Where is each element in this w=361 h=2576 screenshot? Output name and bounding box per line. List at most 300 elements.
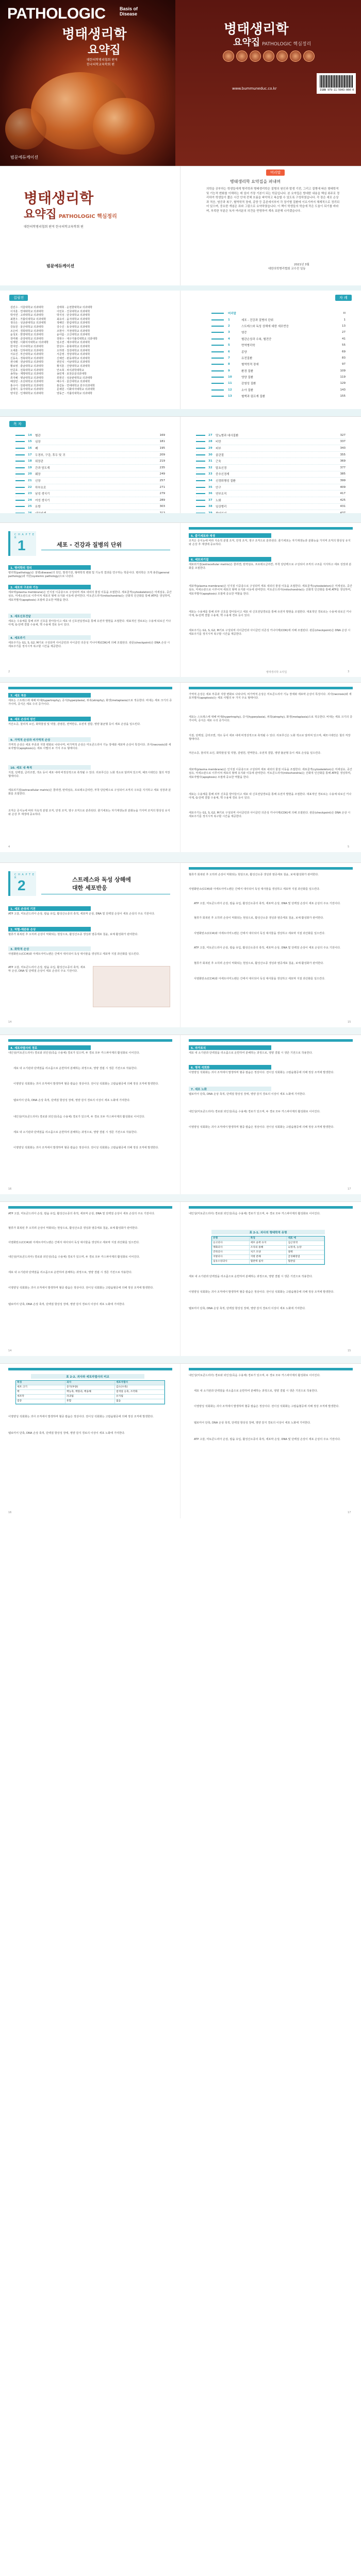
page-number: 15 [348,1349,351,1352]
toc-entry[interactable] [211,316,346,323]
preface-signature: 대한의학병리협회 교수진 일동 [268,267,306,270]
spread-divider [0,513,361,522]
preface-body: 의학을 공부하는 학생들에게 병리학과 병태생리학은 질병의 원인과 발생 기전, 그리고 질병에 따른 형태학적 및 기능적 변화를 이해하는 데 있어 가장 기본이 되는 학문입니다. 본 요약집은 방대한 내용을 핵심 위주로 정리하여 학생들이 짧은 시간 안에 전체 흐름을 파악하고 복습할 수 있도록 구성하였습니다. 각 장은 세포 손상과 적응, 염증과 복구, 혈역학적 장애, 종양 등 총론에서부터 각 장기별 질환에 이르기까지 체계적으로 정리되어 있으며, 중요한 개념은 표와 그림으로 요약하였습니다. 이 책이 학생들의 학습에 작은 도움이 되기를 바라며, 부족한 부분은 독자 여러분의 의견을 반영하여 계속 보완해 나가겠습니다. [206,188,340,213]
table-cell: 조직의 용해 [250,1246,287,1250]
toc-entry[interactable] [15,432,165,439]
section-heading: 3. 화학적 손상 [8,946,91,951]
toc-entry-number: 31 [208,460,212,463]
paragraph: 세포 내 소기관과 단백질을 리소좀으로 운반하여 분해하는 과정으로, 영양 결핍 시 생존 기전으로 작용한다. [13,1131,138,1134]
toc-entry-page: 27 [342,331,346,334]
section-heading: 6. 세포외기질 [189,557,271,562]
toc-entry-number: 머리말 [228,312,236,316]
paragraph: 가역적 손상은 세포 부종과 지방 변화로 나타나며, 비가역적 손상은 미토콘드리아 기능 장애와 세포막 손상이 특징이다. 괴사(necrosis)와 세포자멸사(apoptosis)는 세포 사멸의 두 가지 주요 형태이다. [8,743,171,751]
paragraph: 내인성(미토콘드리아) 경로와 외인성(죽음 수용체) 경로가 있으며, 두 경로 모두 카스파아제의 활성화로 이어진다. [8,1052,140,1055]
chapter-title: 세포 - 건강과 질병의 단위 [57,541,122,548]
toc-entry-number: 16 [28,446,32,450]
page-number: 16 [8,1188,12,1191]
table-cell: 섬유소양괴사 [212,1260,250,1264]
toc-entry-page: 1 [343,318,346,321]
table-cell: 파괴됨 [65,1395,115,1399]
paragraph: 텔로미어 단축, DNA 손상 축적, 단백질 항상성 장애, 영양 감지 경로의 이상이 세포 노화에 기여한다. [13,1099,130,1102]
author-entry: 조은비 · 경희대학교 의과대학 [10,329,44,333]
toc-entry[interactable] [211,361,346,367]
chapter-2-table-spread [0,1201,361,1356]
table-cell: 결핵 [287,1250,324,1255]
toc-entry-number: 2 [228,324,230,328]
toc-entry[interactable] [211,380,346,386]
section-heading: 9. 가역적 손상과 비가역적 손상 [8,737,91,742]
table-cell: 혈관벽 침착 [250,1260,287,1264]
table-cell: 핵농축, 핵붕괴, 핵융해 [65,1390,115,1394]
table-cell: 뇌경색, 농양 [287,1246,324,1250]
table-cell: 유지됨 [115,1395,165,1399]
paragraph: ATP 고갈, 미토콘드리아 손상, 칼슘 유입, 활성산소종의 축적, 세포막 손상, DNA 및 단백질 손상이 세포 손상의 주요 기전이다. [194,946,341,950]
paragraph: 이영양성 석회화는 괴사 조직에서 발생하며 혈중 칼슘은 정상이다. 전이성 석회화는 고칼슘혈증에 의해 정상 조직에 발생한다. [189,1126,334,1129]
section-heading: 3. 세포신호전달 [8,614,91,618]
paragraph: 저산소증, 물리적 요인, 화학물질 및 약물, 감염원, 면역반응, 유전적 결함, 영양 불균형 등이 세포 손상을 일으킨다. [189,752,321,755]
toc-entry-title: 두경부, 구강, 후두 및 귀 [35,453,65,457]
author-entry: 김민수 · 서울대학교 의과대학 [10,306,44,309]
paragraph: 이영양성 석회화는 괴사 조직에서 발생하며 혈중 칼슘은 정상이다. 전이성 석회화는 고칼슘혈증에 의해 정상 조직에 발생한다. [13,1146,159,1149]
toc-entry[interactable] [15,458,165,465]
title-page-publisher: 범문에듀케이션 [46,264,75,268]
toc-entry-title: 말초신경 [216,466,227,470]
title-preface-spread [0,166,361,285]
back-cover-title-2: 요약집 PATHOLOGIC 핵심정리 [233,37,311,48]
toc-entry-title: 세포 - 건강과 질병의 단위 [241,318,274,322]
page-number: 5 [348,845,350,849]
toc-entry-title: 신장 [35,479,41,483]
author-entry: 이지훈 · 연세대학교 의과대학 [10,310,44,313]
toc-entry[interactable] [15,504,165,511]
toc-entry[interactable] [196,478,346,484]
toc-entry-title: 감염성 질환 [241,382,256,386]
paragraph: 사염화탄소(CCl4)와 아세트아미노펜은 간에서 대사되어 독성 대사물을 생성하고 세포막 지질 과산화를 일으킨다. [8,953,140,956]
author-entry: 장현수 · 대구가톨릭대학교 의과대학 [56,337,97,341]
toc-entry[interactable] [211,355,346,361]
author-entry: 박지성 · 단국대학교 의과대학 [56,314,90,317]
author-entry: 안준호 · 전북대학교 의과대학 [10,368,44,372]
paragraph: 세포 내 소기관과 단백질을 리소좀으로 운반하여 분해하는 과정으로, 영양 결핍 시 생존 기전으로 작용한다. [189,1052,313,1055]
toc-entry[interactable] [211,348,346,354]
toc-entry-title: 췌장 [35,473,41,477]
toc-entry-number: 9 [228,369,230,372]
table-cell: 세포 윤곽 유지 [250,1241,287,1245]
brand-subtitle: Basis of Disease [120,6,138,16]
preface-date: 2021년 3월 [294,263,309,266]
toc-entry-number: 14 [28,433,32,437]
chapter-title-2: 대한 세포반응 [72,885,107,891]
toc-entry-page: 249 [159,472,165,476]
toc-entry-title: 간과 담도계 [35,466,50,470]
title-page-authors: 대한의학병리협회 편역 한국의학교육학회 편 [24,225,84,229]
toc-entry[interactable] [211,329,346,335]
author-entry: 양동근 · 가톨릭대학교 의과대학 [56,392,93,396]
cover-authors: 대한의학병리협회 편역 한국의학교육학회 편 [87,58,118,66]
paragraph: 세포막(plasma membrane)은 인지질 이중층으로 구성되며 세포 내외의 물질 이동을 조절한다. 세포골격(cytoskeleton)은 미세섬유, 중간섬유, 미세소관으로 이루어져 세포의 형태 유지와 이동에 관여한다. 미토콘드리아(mitochondria)는 산화적 인산화를 통해 ATP를 생성하며, 세포자멸사(apoptosis) 조절에 중요한 역할을 한다. [189,768,352,779]
toc-entry[interactable] [196,497,346,504]
toc-entry-title: 임상병리 [216,505,227,509]
table-cell: 세포 크기 [16,1385,65,1389]
necrosis-apoptosis-table [15,1380,165,1404]
toc-entry[interactable] [196,452,346,459]
paragraph: 혈류가 회복된 후 오히려 손상이 악화되는 현상으로, 활성산소종 생성과 염증세포 침윤, 보체 활성화가 관여한다. [194,962,324,965]
page-number: 3 [348,670,350,673]
table-header-cell: 대표 예 [287,1236,324,1241]
toc-entry-page: 55 [342,344,346,347]
paragraph: ATP 고갈, 미토콘드리아 손상, 칼슘 유입, 활성산소종의 축적, 세포막 손상, DNA 및 단백질 손상이 세포 손상의 주요 기전이다. [194,902,341,905]
table-row [212,1250,324,1255]
toc-entry[interactable] [211,368,346,374]
paragraph: 세포는 수용체를 통해 외부 신호를 받아들이고 세포 내 신호전달경로를 통해 유전자 발현을 조절한다. 대표적인 경로로는 수용체 티로신 키나아제, G-단백 결합 수용체, 핵 수용체 경로 등이 있다. [189,611,352,618]
toc-entry[interactable] [196,465,346,471]
author-entry: 정다은 · 성균관대학교 의과대학 [10,321,46,325]
toc-entry-page: 425 [340,498,346,502]
paragraph: 세포주기는 G1, S, G2, M기로 구성되며 사이클린과 사이클린 의존성 키나아제(CDK)에 의해 조절된다. 관문(checkpoint)은 DNA 손상 시 세포주기를 정지시켜 복구할 시간을 제공한다. [8,641,170,649]
page-number: 14 [8,1349,12,1352]
toc-entry[interactable] [211,310,346,316]
cover-title-2: 요약집 [88,44,121,57]
paragraph: 세포는 수용체를 통해 외부 신호를 받아들이고 세포 내 신호전달경로를 통해 유전자 발현을 조절한다. 대표적인 경로로는 수용체 티로신 키나아제, G-단백 결합 수용체, 핵 수용체 경로 등이 있다. [8,620,171,627]
paragraph: 세포 내 소기관과 단백질을 리소좀으로 운반하여 분해하는 과정으로, 영양 결핍 시 생존 기전으로 작용한다. [8,1271,133,1274]
title-page-title: 병태생리학 [24,190,94,207]
section-heading: 2. 허혈-재관류 손상 [8,927,91,931]
page-number: 17 [348,1511,351,1514]
toc-entry-page: 97 [342,363,346,366]
author-entry: 박서연 · 고려대학교 의과대학 [10,314,44,317]
toc-entry-number: 20 [28,472,32,476]
table-header-row [212,1236,324,1241]
paragraph: 세포는 수용체를 통해 외부 신호를 받아들이고 세포 내 신호전달경로를 통해 유전자 발현을 조절한다. 대표적인 경로로는 수용체 티로신 키나아제, G-단백 결합 수용체, 핵 수용체 경로 등이 있다. [189,793,352,800]
toc-entry[interactable] [211,374,346,380]
toc-entry-number: 28 [208,440,212,444]
toc-entry-page: 169 [159,433,165,437]
author-entry: 신동욱 · 경북대학교 의과대학 [10,357,44,360]
author-entry: 서준영 · 경상대학교 의과대학 [56,353,90,357]
toc-entry-number: 10 [228,376,232,379]
toc-entry-page: 119 [340,376,346,379]
paragraph: 사염화탄소(CCl4)와 아세트아미노펜은 간에서 대사되어 독성 대사물을 생성하고 세포막 지질 과산화를 일으킨다. [189,888,320,891]
toc-entry[interactable] [15,465,165,471]
table-row [16,1399,165,1404]
preface-page [180,166,361,286]
toc-entry-page: 155 [340,395,346,398]
section-heading: 8. 세포 손상의 원인 [8,717,91,721]
table-cell: 응고괴사 [212,1241,250,1245]
toc-entry-page: 195 [159,446,165,450]
toc-entry[interactable] [15,445,165,452]
paragraph: ATP 고갈, 미토콘드리아 손상, 칼슘 유입, 활성산소종의 축적, 세포막 손상, DNA 및 단백질 손상이 세포 손상의 주요 기전이다. [8,912,155,916]
toc-entry-number: 21 [28,479,32,482]
toc-entry-title: 위장관 [35,460,43,464]
toc-entry-page: 13 [342,324,346,328]
toc-continued-right [180,417,361,514]
toc-entry[interactable] [196,445,346,452]
table-header-cell: 특징 [250,1236,287,1241]
paragraph: 내인성(미토콘드리아) 경로와 외인성(죽음 수용체) 경로가 있으며, 두 경로 모두 카스파아제의 활성화로 이어진다. [189,1110,321,1113]
toc-entry[interactable] [196,490,346,497]
toc-entry[interactable] [15,484,165,491]
toc-entry[interactable] [211,393,346,399]
toc2-tag: 목 차 [9,421,26,427]
table-cell: 세포막 [16,1395,65,1399]
toc-entry[interactable] [196,432,346,439]
running-head: 병태생리학 요약집 [266,671,287,674]
toc-entry-number: 12 [228,388,232,392]
page-number: 2 [8,670,10,673]
paragraph: 병리학(pathology)은 질병(disease)의 원인, 발생기전, 형태학적 변화 및 기능적 결과를 연구하는 학문이다. 병리학은 크게 총론(general pathology)과 각론(systemic pathology)으로 나뉜다. [8,571,170,579]
toc-entry[interactable] [15,497,165,504]
author-entry: 임재현 · 이화여자대학교 의과대학 [10,341,48,345]
table-cell: 건락괴사 [212,1250,250,1255]
author-entry: 최현우 · 가톨릭대학교 의과대학 [10,317,46,321]
paragraph: 이영양성 석회화는 괴사 조직에서 발생하며 혈중 칼슘은 정상이다. 전이성 석회화는 고칼슘혈증에 의해 정상 조직에 발생한다. [189,1071,334,1074]
toc-entry[interactable] [15,471,165,478]
figure-placeholder [93,966,170,1007]
toc-entry-title: 당뇨병과 대사질환 [216,434,239,437]
barcode: ISBN 979-11-5943-000-0 [317,73,356,94]
table-cell: 액화괴사 [212,1246,250,1250]
toc-entry-page: 69 [342,350,346,353]
table-row [212,1241,324,1246]
section-heading: 4. 세포주기 [8,635,91,640]
toc-entry-page: 235 [159,466,165,469]
authors-page [0,291,180,409]
toc-entry[interactable] [196,504,346,511]
toc-entry-title: 신경퇴행성 질환 [216,479,236,483]
table-header-cell: 괴사 [65,1381,115,1385]
section-heading: 5. 줄기세포와 재생 [189,533,271,538]
paragraph: 내인성(미토콘드리아) 경로와 외인성(죽음 수용체) 경로가 있으며, 두 경로 모두 카스파아제의 활성화로 이어진다. [13,1115,145,1118]
paragraph: 세포주기는 G1, S, G2, M기로 구성되며 사이클린과 사이클린 의존성 키나아제(CDK)에 의해 조절된다. 관문(checkpoint)은 DNA 손상 시 세포주기를 정지시켜 복구할 시간을 제공한다. [189,629,351,636]
toc-entry[interactable] [196,484,346,491]
section-heading: 2. 세포의 구조와 기능 [8,585,91,589]
page-number: 14 [8,1021,12,1024]
table-cell: 증가(부종) [65,1385,115,1389]
toc-entry-number: 5 [228,344,230,347]
section-heading: 10. 세포 내 축적 [8,765,91,770]
toc-entry[interactable] [15,452,165,459]
section-heading: 7. 세포 적응 [8,693,91,698]
spread-divider [0,285,361,291]
toc-entry-page: 355 [340,453,346,456]
toc-entry-title: 스트레스와 독성 상해에 대한 세포반응 [241,325,289,328]
section-heading: 7. 세포 노화 [189,1087,271,1091]
toc-entry-number: 7 [228,356,230,360]
chapter-number: 2 [18,877,26,893]
paragraph: 세포 내 소기관과 단백질을 리소좀으로 운반하여 분해하는 과정으로, 영양 결핍 시 생존 기전으로 작용한다. [13,1067,138,1070]
paragraph: 세포는 스트레스에 대해 비대(hypertrophy), 증식(hyperplasia), 위축(atrophy), 화생(metaplasia)으로 적응한다. 비대는 세포 크기의 증가이며, 증식은 세포 수의 증가이다. [8,699,172,706]
paragraph: ATP 고갈, 미토콘드리아 손상, 칼슘 유입, 활성산소종의 축적, 세포막 손상, DNA 및 단백질 손상이 세포 손상의 주요 기전이다. [194,1438,341,1441]
toc-entry-title: 혈관 [35,434,41,437]
toc-continued-left [0,417,180,514]
paragraph: 세포막(plasma membrane)은 인지질 이중층으로 구성되며 세포 내외의 물질 이동을 조절한다. 세포골격(cytoskeleton)은 미세섬유, 중간섬유, 미세소관으로 이루어져 세포의 형태 유지와 이동에 관여한다. 미토콘드리아(mitochondria)는 산화적 인산화를 통해 ATP를 생성하며, 세포자멸사(apoptosis) 조절에 중요한 역할을 한다. [189,585,352,596]
cover-publisher: 범문에듀케이션 [10,155,39,160]
toc-entry-page: 209 [159,453,165,456]
section-heading: 5. 자가포식 [189,1045,271,1050]
paragraph: 조직은 증식능에 따라 지속적 분열 조직, 안정 조직, 영구 조직으로 분류된다. 줄기세포는 자기재생능과 분화능을 가지며 조직의 항상성 유지와 손상 후 재생에 중요하다. [8,809,170,817]
publisher-url: www.bummuneduc.co.kr [232,87,277,91]
toc-entry-number: 11 [228,382,232,385]
table-row [16,1390,165,1395]
toc-entry-title: 면역병리학 [241,344,255,348]
toc-entry-title: 종양 [241,350,247,354]
toc-entry[interactable] [15,439,165,446]
paragraph: 사염화탄소(CCl4)와 아세트아미노펜은 간에서 대사되어 독성 대사물을 생성하고 세포막 지질 과산화를 일으킨다. [8,1241,140,1244]
chapter-title: 스트레스와 독성 상해에 [72,876,131,883]
toc-entry[interactable] [196,439,346,446]
table-row [212,1255,324,1260]
author-entry: 정해인 · 한림대학교 의과대학 [56,321,90,325]
preface-heading: 병태생리학 요약집을 펴내며 [230,179,281,184]
toc-entry[interactable] [211,323,346,329]
author-entry: 조현아 · 가천대학교 의과대학 [56,329,90,333]
author-entry: 황보영 · 충남대학교 의과대학 [10,364,44,368]
toc-list [211,310,346,399]
author-entry: 문채원 · 이화여자대학교 의과대학 [56,388,95,392]
back-cover-title: 병태생리학 [224,22,289,37]
authors-column-1 [10,306,48,396]
toc-entry-page: 181 [159,440,165,444]
toc-entry-title: 근육 [216,460,221,464]
toc-entry[interactable] [15,490,165,497]
toc-entry-number: 19 [28,466,32,469]
back-cover [175,0,361,166]
chapter-number-box: C H A P T E R 1 [8,531,36,556]
toc-entry-number: 1 [228,318,230,321]
author-entry: 류현진 · 성균관대학교 의과대학 [56,376,93,380]
paragraph: 텔로미어 단축, DNA 손상 축적, 단백질 항상성 장애, 영양 감지 경로의 이상이 세포 노화에 기여한다. [8,1432,125,1435]
toc-entry[interactable] [196,458,346,465]
paragraph: 세포주기는 G1, S, G2, M기로 구성되며 사이클린과 사이클린 의존성 키나아제(CDK)에 의해 조절된다. 관문(checkpoint)은 DNA 손상 시 세포주기를 정지시켜 복구할 시간을 제공한다. [189,811,351,819]
table-row [16,1385,165,1390]
toc-entry-title: 혈역학적 장애 [241,363,259,367]
author-entry: 강동원 · 울산대학교 의과대학 [10,325,44,329]
toc-entry-title: 안구 [216,486,221,489]
toc-entry-number: 32 [208,466,212,469]
author-entry: 권나래 · 전남대학교 의과대학 [10,361,44,364]
paragraph: 텔로미어 단축, DNA 손상 축적, 단백질 항상성 장애, 영양 감지 경로의 이상이 세포 노화에 기여한다. [194,1421,311,1425]
table-cell: 심근경색 [287,1241,324,1245]
author-entry: 서유진 · 부산대학교 의과대학 [10,353,44,357]
table-cell: 혈관염 [287,1260,324,1264]
paragraph: 내인성(미토콘드리아) 경로와 외인성(죽음 수용체) 경로가 있으며, 두 경로 모두 카스파아제의 활성화로 이어진다. [189,1212,321,1215]
necrosis-types-table [211,1236,325,1265]
toc-entry[interactable] [196,471,346,478]
paragraph: 세포외기질(extracellular matrix)은 콜라겐, 탄력섬유, 프로테오글리칸, 부착 당단백으로 구성되어 조직의 구조를 지지하고 세포 성장과 분화를 조절한다. [8,789,171,796]
paragraph: 가역적 손상은 세포 부종과 지방 변화로 나타나며, 비가역적 손상은 미토콘드리아 기능 장애와 세포막 손상이 특징이다. 괴사(necrosis)와 세포자멸사(apoptosis)는 세포 사멸의 두 가지 주요 형태이다. [189,693,352,700]
author-entry: 윤아름 · 고신대학교 의과대학 [56,333,90,337]
toc-entry-number: 24 [28,498,32,502]
toc-entry-title: 유방 [35,505,41,509]
cover-title: 병태생리학 [62,27,127,42]
paragraph: 이영양성 석회화는 괴사 조직에서 발생하며 혈중 칼슘은 정상이다. 전이성 석회화는 고칼슘혈증에 의해 정상 조직에 발생한다. [13,1082,159,1086]
toc-entry[interactable] [211,336,346,342]
toc-entry-page: 303 [159,505,165,509]
toc-entry-title: 폐 [35,447,38,450]
author-entry: 양지원 · 인제대학교 의과대학 [10,392,44,396]
toc-entry-page: 343 [340,446,346,450]
author-entry: 한상우 · 충북대학교 의과대학 [56,345,90,348]
chapter-1-spread-b [0,682,361,852]
paragraph: 세포 내 소기관과 단백질을 리소좀으로 운반하여 분해하는 과정으로, 영양 결핍 시 생존 기전으로 작용한다. [194,1389,318,1393]
toc-entry-page: 337 [340,440,346,444]
toc-entry-title: 환경 질환 [241,369,254,373]
paragraph: 내인성(미토콘드리아) 경로와 외인성(죽음 수용체) 경로가 있으며, 두 경로 모두 카스파아제의 활성화로 이어진다. [8,1256,140,1259]
toc-entry-title: 피부 [216,447,221,450]
table-cell: 치즈 모양 [250,1250,287,1255]
toc-entry-page: 385 [340,472,346,476]
toc-entry-title: 여성 생식기 [35,499,50,502]
front-cover [0,0,175,166]
paragraph: 지질, 단백질, 글리코겐, 색소 등이 세포 내에 비정상적으로 축적될 수 있다. 리포푸신은 노화 색소로 알려져 있으며, 헤모시데린은 철의 저장 형태이다. [8,771,170,778]
author-entry: 황지훈 · 건양대학교 의과대학 [56,364,90,368]
toc-entry-number: 30 [208,453,212,456]
toc-entry-number: 17 [28,453,32,456]
author-entry: 송민재 · 포천중문의과대학 [56,372,87,376]
table-cell: 지방 분해 [250,1255,287,1259]
toc-entry-title: 노화 [216,499,221,502]
paragraph: 이영양성 석회화는 괴사 조직에서 발생하며 혈중 칼슘은 정상이다. 전이성 석회화는 고칼슘혈증에 의해 정상 조직에 발생한다. [8,1415,154,1418]
chapter-2-spread-a [0,862,361,1027]
book-cover [0,0,361,166]
paragraph: 조직은 증식능에 따라 지속적 분열 조직, 안정 조직, 영구 조직으로 분류된다. 줄기세포는 자기재생능과 분화능을 가지며 조직의 항상성 유지와 손상 후 재생에 중요하다. [189,539,351,547]
table-row [212,1246,324,1250]
toc-entry-number: 35 [208,485,212,489]
paragraph: 세포외기질(extracellular matrix)은 콜라겐, 탄력섬유, 프로테오글리칸, 부착 당단백으로 구성되어 조직의 구조를 지지하고 세포 성장과 분화를 조절한다. [189,563,352,570]
toc-entry-page: 417 [340,492,346,496]
title-page-subtitle: 요약집 PATHOLOGIC 핵심정리 [24,208,117,221]
paragraph: 혈류가 회복된 후 오히려 손상이 악화되는 현상으로, 활성산소종 생성과 염증세포 침윤, 보체 활성화가 관여한다. [8,933,138,936]
toc-entry[interactable] [15,478,165,484]
toc-entry-page: 129 [340,382,346,385]
paragraph: 저산소증, 물리적 요인, 화학물질 및 약물, 감염원, 면역반응, 유전적 결함, 영양 불균형 등이 세포 손상을 일으킨다. [8,723,141,726]
toc-entry-title: 영양 질환 [241,376,254,380]
author-entry: 오하영 · 강원대학교 의과대학 [56,349,90,352]
toc-entry-number: 13 [228,395,232,398]
chapter-1-spread-a [0,522,361,677]
toc-entry-title: 비만 [216,440,221,444]
section-heading: 1. 병리학의 정의 [8,565,91,570]
toc-entry-page: 257 [159,479,165,482]
author-entry: 이민호 · 건국대학교 의과대학 [56,310,90,313]
toc-entry-number: 23 [28,492,32,496]
toc-entry-number: 18 [28,460,32,463]
toc-entry-number: 15 [28,440,32,444]
toc-entry-page: iii [343,312,346,315]
authors-column-2 [57,306,97,396]
toc-entry-number: 37 [208,498,212,502]
toc-entry-title: 염증 [241,331,247,335]
toc-entry-page: 109 [340,369,346,372]
author-entry: 강수진 · 동국대학교 의과대학 [56,325,90,329]
page-number: 16 [8,1511,12,1514]
author-entry: 류지혜 · 영남대학교 의과대학 [10,376,44,380]
toc-entry-number: 25 [28,505,32,509]
spread-divider [0,409,361,416]
author-entry: 임소연 · 제주대학교 의과대학 [56,341,90,345]
authors-tag: 집필진 [9,295,28,301]
author-entry: 홍길동 · 연세대학교 원주의과대학 [56,384,95,387]
toc-entry-number: 6 [228,350,230,353]
toc-entry[interactable] [211,342,346,348]
toc-entry-title: 유전질환 [241,357,253,360]
toc-entry[interactable] [211,387,346,393]
author-entry: 배상민 · 조선대학교 의과대학 [10,380,44,384]
toc-entry-page: 327 [340,433,346,437]
table-row [212,1260,324,1264]
table-header-cell: 특징 [16,1381,65,1385]
